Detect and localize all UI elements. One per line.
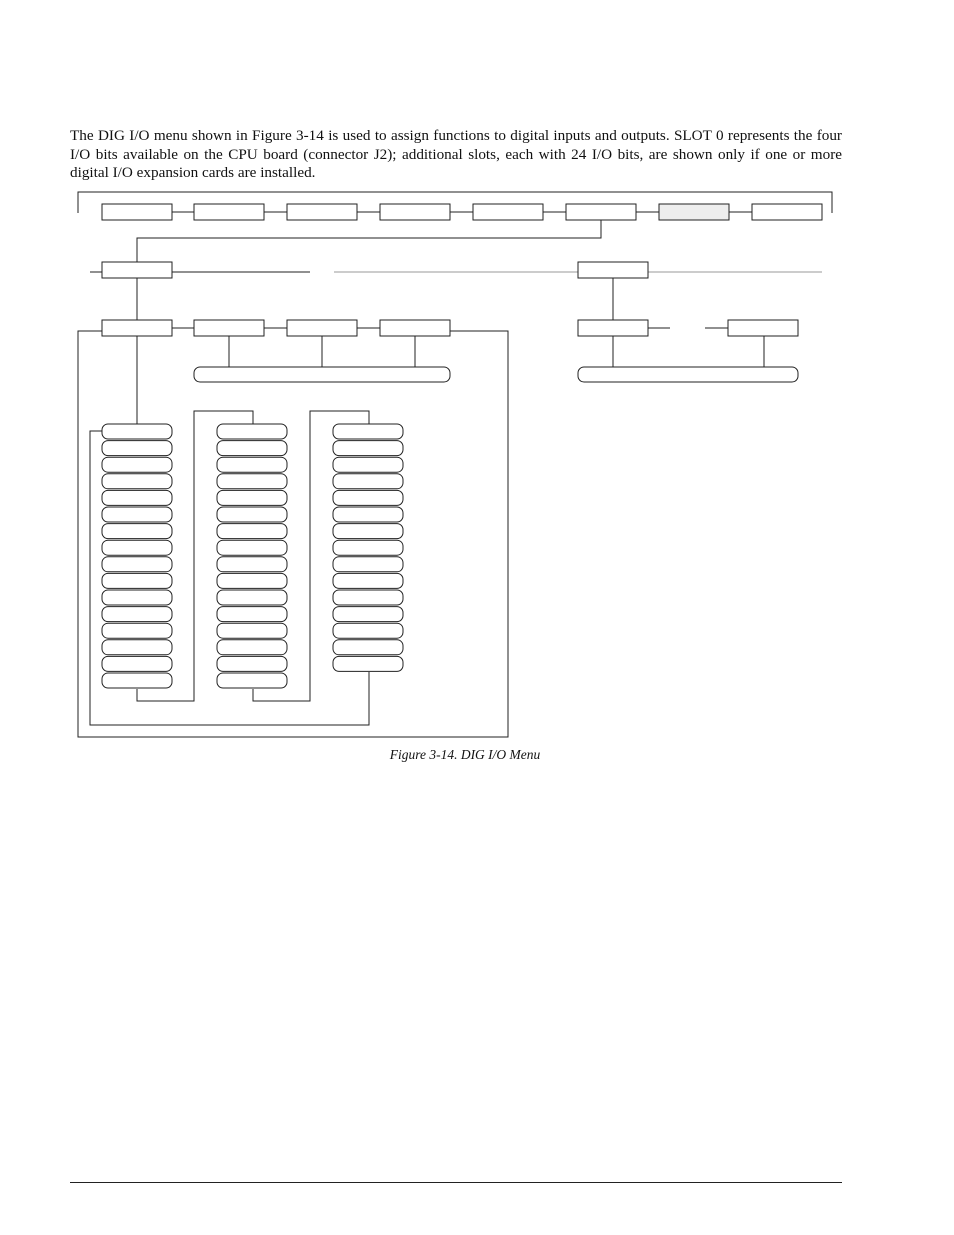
function-option-box <box>333 573 403 588</box>
parameter-bar-right <box>578 367 798 382</box>
function-option-box <box>217 490 287 505</box>
function-option-box <box>217 607 287 622</box>
function-option-box <box>333 457 403 472</box>
function-option-box <box>217 557 287 572</box>
function-option-box <box>102 507 172 522</box>
function-option-box <box>102 607 172 622</box>
io-bit-box <box>194 320 264 336</box>
top-menu-box <box>287 204 357 220</box>
intro-paragraph: The DIG I/O menu shown in Figure 3-14 is used to assign functions to digital inputs and outputs. SLOT 0 represents the four I/O bits available on the CPU board (connector J2); additional slots, each with 24 I/O bits, are shown only if one or more digital I/O expansion cards are installed. <box>70 127 842 181</box>
top-menu-box <box>102 204 172 220</box>
function-option-box <box>102 441 172 456</box>
function-option-box <box>333 524 403 539</box>
function-option-box <box>102 623 172 638</box>
io-bit-box-right-2 <box>728 320 798 336</box>
footer-rule <box>70 1182 842 1183</box>
function-option-box <box>333 441 403 456</box>
function-option-box <box>217 524 287 539</box>
function-option-box <box>102 424 172 439</box>
function-option-box <box>217 441 287 456</box>
function-option-box <box>217 590 287 605</box>
top-menu-box <box>566 204 636 220</box>
function-option-box <box>102 573 172 588</box>
function-option-box <box>102 673 172 688</box>
function-option-box <box>102 490 172 505</box>
function-option-box <box>102 656 172 671</box>
function-option-box <box>333 607 403 622</box>
function-option-box <box>217 540 287 555</box>
function-option-box <box>217 474 287 489</box>
function-option-box <box>333 424 403 439</box>
function-option-box <box>217 457 287 472</box>
io-bit-box <box>102 320 172 336</box>
slot-box-right <box>578 262 648 278</box>
figure-caption: Figure 3-14. DIG I/O Menu <box>389 747 541 762</box>
function-option-box <box>333 590 403 605</box>
function-option-box <box>333 640 403 655</box>
function-option-box <box>217 640 287 655</box>
slot-box-left <box>102 262 172 278</box>
function-option-box <box>102 524 172 539</box>
top-menu-box <box>473 204 543 220</box>
top-menu-box <box>752 204 822 220</box>
function-option-box <box>333 557 403 572</box>
parameter-bar-left <box>194 367 450 382</box>
function-option-box <box>333 474 403 489</box>
top-menu-box <box>380 204 450 220</box>
function-option-box <box>333 656 403 671</box>
io-bit-box <box>380 320 450 336</box>
function-option-box <box>333 623 403 638</box>
io-bit-box <box>287 320 357 336</box>
function-option-box <box>217 424 287 439</box>
function-option-box <box>217 673 287 688</box>
io-bit-box-right <box>578 320 648 336</box>
function-option-box <box>102 557 172 572</box>
function-option-box <box>102 640 172 655</box>
menu-drop-line <box>137 219 601 262</box>
function-option-box <box>217 656 287 671</box>
top-menu-box-highlighted <box>659 204 729 220</box>
function-option-box <box>217 507 287 522</box>
function-option-box <box>102 457 172 472</box>
function-option-box <box>217 623 287 638</box>
function-option-box <box>333 540 403 555</box>
function-option-box <box>333 507 403 522</box>
top-menu-box <box>194 204 264 220</box>
function-option-box <box>102 540 172 555</box>
function-option-box <box>102 474 172 489</box>
function-option-box <box>102 590 172 605</box>
function-option-box <box>333 490 403 505</box>
function-option-box <box>217 573 287 588</box>
